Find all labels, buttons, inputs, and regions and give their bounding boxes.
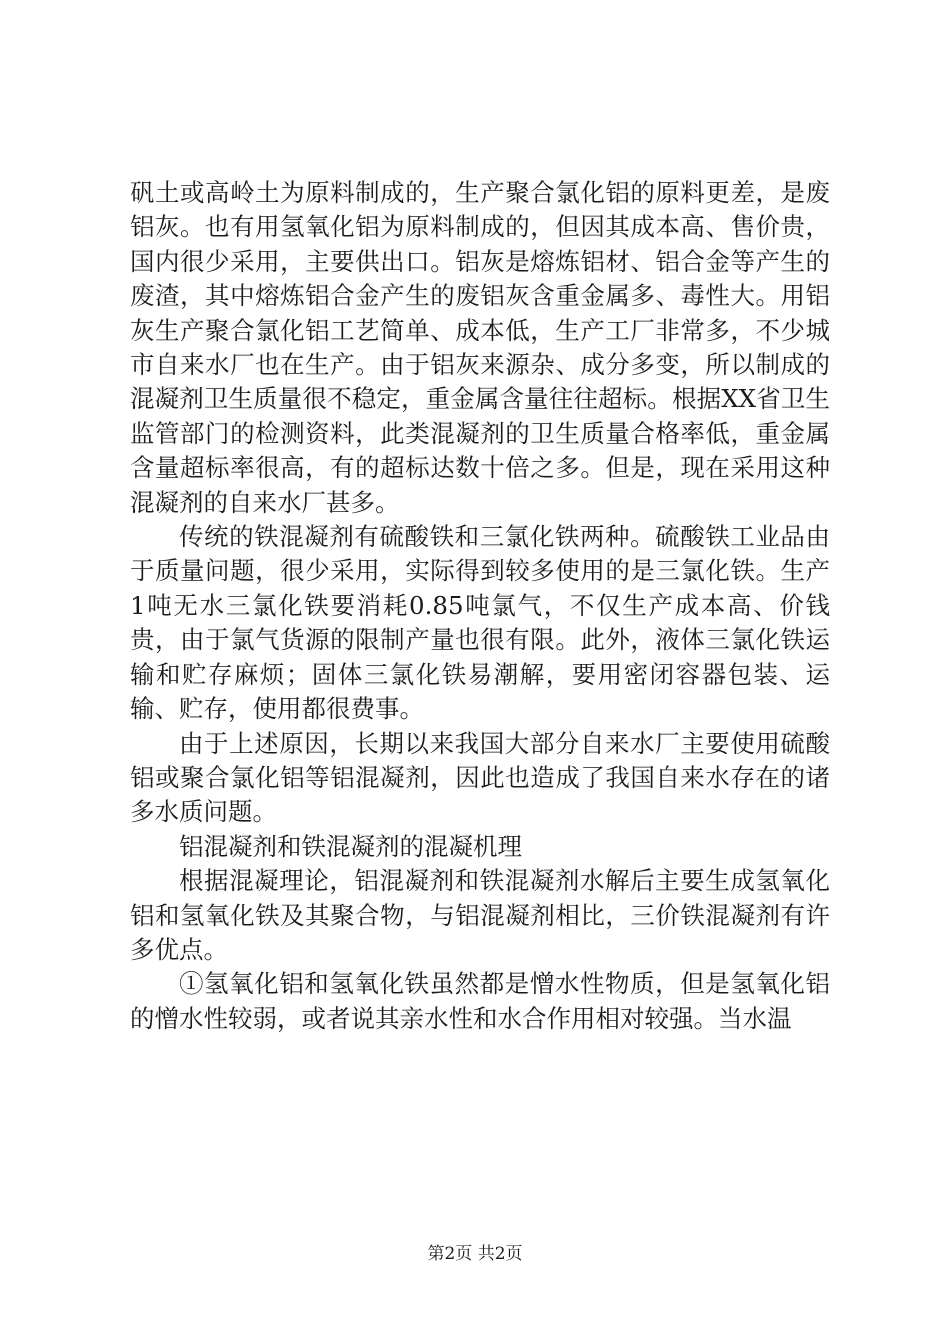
paragraph-iron-coagulants: 传统的铁混凝剂有硫酸铁和三氯化铁两种。硫酸铁工业品由于质量问题，很少采用，实际得到较多使用的是三氯化铁。生产1吨无水三氯化铁要消耗0.85吨氯气，不仅生产成本高、价钱贵，由于氯气货源的限制产量也很有限。此外，液体三氯化铁运输和贮存麻烦；固体三氯化铁易潮解，要用密闭容器包装、运输、贮存，使用都很费事。 (130, 522, 830, 724)
paragraph-continued: 矾土或高岭土为原料制成的，生产聚合氯化铝的原料更差，是废铝灰。也有用氢氧化铝为原料制成的，但因其成本高、售价贵，国内很少采用，主要供出口。铝灰是熔炼铝材、铝合金等产生的废渣，其中熔炼铝合金产生的废铝灰含重金属多、毒性大。用铝灰生产聚合氯化铝工艺简单、成本低，生产工厂非常多，不少城市自来水厂也在生产。由于铝灰来源杂、成分多变，所以制成的混凝剂卫生质量很不稳定，重金属含量往往超标。根据XX省卫生监管部门的检测资料，此类混凝剂的卫生质量合格率低，重金属含量超标率很高，有的超标达数十倍之多。但是，现在采用这种混凝剂的自来水厂甚多。 (130, 178, 830, 517)
page-number-label: 第2页 共2页 (427, 1244, 523, 1264)
page-footer (0, 1242, 950, 1266)
paragraph-reasons: 由于上述原因，长期以来我国大部分自来水厂主要使用硫酸铝或聚合氯化铝等铝混凝剂，因此也造成了我国自来水存在的诸多水质问题。 (130, 728, 830, 827)
document-body (130, 176, 830, 1036)
paragraph-point-one: ①氢氧化铝和氢氧化铁虽然都是憎水性物质，但是氢氧化铝的憎水性较弱，或者说其亲水性和水合作用相对较强。当水温 (130, 969, 830, 1033)
section-heading: 铝混凝剂和铁混凝剂的混凝机理 (179, 831, 522, 861)
paragraph-coagulation-theory: 根据混凝理论，铝混凝剂和铁混凝剂水解后主要生成氢氧化铝和氢氧化铁及其聚合物，与铝混凝剂相比，三价铁混凝剂有许多优点。 (130, 866, 830, 964)
